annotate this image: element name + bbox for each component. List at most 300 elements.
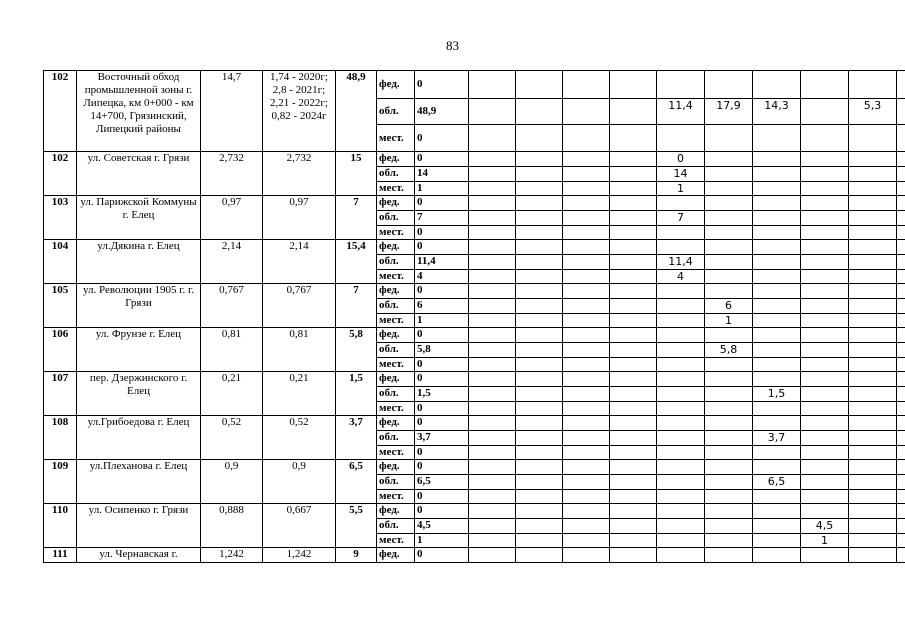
funding-source-label: фед. xyxy=(377,328,415,343)
year-amount-cell xyxy=(610,416,657,431)
table-row xyxy=(44,152,905,167)
year-amount-cell: 11,4 xyxy=(657,99,705,125)
year-amount-cell xyxy=(705,125,753,152)
year-amount-cell xyxy=(705,71,753,99)
total-funding: 9 xyxy=(336,548,377,563)
year-amount-cell xyxy=(801,343,849,358)
funding-source-label: обл. xyxy=(377,431,415,446)
year-amount-cell xyxy=(563,328,610,343)
funding-source-amount: 1,5 xyxy=(415,387,469,402)
year-amount-cell xyxy=(705,431,753,446)
year-amount-cell xyxy=(610,519,657,534)
funding-source-label: обл. xyxy=(377,387,415,402)
year-amount-cell xyxy=(849,402,897,416)
year-amount-cell xyxy=(753,446,801,460)
year-amount-cell xyxy=(897,99,905,125)
year-amount-cell xyxy=(705,152,753,167)
year-amount-cell xyxy=(753,343,801,358)
year-amount-cell xyxy=(563,519,610,534)
year-amount-cell xyxy=(753,182,801,196)
year-amount-cell xyxy=(657,196,705,211)
year-amount-cell xyxy=(897,534,905,548)
total-funding: 5,8 xyxy=(336,328,377,372)
phase-length: 0,52 xyxy=(263,416,336,460)
year-amount-cell xyxy=(563,387,610,402)
funding-source-amount: 3,7 xyxy=(415,431,469,446)
year-amount-cell xyxy=(516,343,563,358)
year-amount-cell xyxy=(563,534,610,548)
year-amount-cell xyxy=(563,182,610,196)
year-amount-cell xyxy=(469,152,516,167)
year-amount-cell xyxy=(801,358,849,372)
year-amount-cell xyxy=(897,211,905,226)
year-amount-cell xyxy=(657,519,705,534)
row-number: 107 xyxy=(44,372,77,416)
year-amount-cell xyxy=(849,167,897,182)
year-amount-cell xyxy=(897,167,905,182)
funding-source-amount: 48,9 xyxy=(415,99,469,125)
year-amount-cell xyxy=(610,372,657,387)
funding-source-amount: 1 xyxy=(415,182,469,196)
year-amount-cell xyxy=(610,534,657,548)
road-name: ул. Фрунзе г. Елец xyxy=(77,328,201,372)
year-amount-cell: 4,5 xyxy=(801,519,849,534)
year-amount-cell xyxy=(705,328,753,343)
year-amount-cell xyxy=(849,387,897,402)
year-amount-cell xyxy=(469,270,516,284)
year-amount-cell xyxy=(657,358,705,372)
year-amount-cell xyxy=(897,372,905,387)
year-amount-cell xyxy=(610,167,657,182)
year-amount-cell xyxy=(753,240,801,255)
table-row xyxy=(44,240,905,255)
year-amount-cell xyxy=(563,460,610,475)
year-amount-cell xyxy=(849,328,897,343)
year-amount-cell: 6 xyxy=(705,299,753,314)
road-length: 14,7 xyxy=(201,71,263,152)
year-amount-cell xyxy=(897,431,905,446)
funding-source-amount: 0 xyxy=(415,490,469,504)
year-amount-cell xyxy=(657,548,705,563)
year-amount-cell: 7 xyxy=(657,211,705,226)
year-amount-cell xyxy=(801,328,849,343)
year-amount-cell xyxy=(897,343,905,358)
funding-source-label: мест. xyxy=(377,270,415,284)
year-amount-cell xyxy=(849,240,897,255)
year-amount-cell xyxy=(801,270,849,284)
funding-source-label: обл. xyxy=(377,343,415,358)
year-amount-cell xyxy=(753,402,801,416)
year-amount-cell xyxy=(705,240,753,255)
year-amount-cell xyxy=(516,328,563,343)
year-amount-cell xyxy=(563,358,610,372)
year-amount-cell xyxy=(469,343,516,358)
year-amount-cell xyxy=(801,460,849,475)
year-amount-cell xyxy=(849,490,897,504)
funding-source-label: мест. xyxy=(377,358,415,372)
road-name: ул. Парижской Коммуны г. Елец xyxy=(77,196,201,240)
table-row xyxy=(44,548,905,563)
funding-source-amount: 7 xyxy=(415,211,469,226)
year-amount-cell xyxy=(516,299,563,314)
funding-source-amount: 14 xyxy=(415,167,469,182)
year-amount-cell xyxy=(516,255,563,270)
year-amount-cell xyxy=(849,548,897,563)
year-amount-cell xyxy=(516,314,563,328)
year-amount-cell xyxy=(469,99,516,125)
year-amount-cell xyxy=(801,152,849,167)
phase-length: 2,14 xyxy=(263,240,336,284)
year-amount-cell xyxy=(897,416,905,431)
total-funding: 7 xyxy=(336,284,377,328)
year-amount-cell xyxy=(657,226,705,240)
road-name: ул.Плеханова г. Елец xyxy=(77,460,201,504)
year-amount-cell xyxy=(516,504,563,519)
year-amount-cell xyxy=(469,504,516,519)
year-amount-cell xyxy=(897,460,905,475)
year-amount-cell xyxy=(801,416,849,431)
funding-source-label: фед. xyxy=(377,240,415,255)
year-amount-cell xyxy=(469,490,516,504)
road-name: пер. Дзержинского г. Елец xyxy=(77,372,201,416)
year-amount-cell xyxy=(469,460,516,475)
road-length: 0,767 xyxy=(201,284,263,328)
year-amount-cell xyxy=(657,490,705,504)
road-length: 0,9 xyxy=(201,460,263,504)
year-amount-cell xyxy=(897,182,905,196)
year-amount-cell: 0 xyxy=(657,152,705,167)
funding-source-label: мест. xyxy=(377,446,415,460)
year-amount-cell xyxy=(516,416,563,431)
year-amount-cell xyxy=(849,152,897,167)
year-amount-cell xyxy=(753,519,801,534)
year-amount-cell xyxy=(469,314,516,328)
funding-source-amount: 1 xyxy=(415,314,469,328)
funding-source-label: мест. xyxy=(377,490,415,504)
year-amount-cell xyxy=(516,125,563,152)
year-amount-cell xyxy=(516,387,563,402)
funding-source-label: мест. xyxy=(377,534,415,548)
year-amount-cell xyxy=(610,548,657,563)
year-amount-cell xyxy=(849,416,897,431)
year-amount-cell xyxy=(563,125,610,152)
year-amount-cell xyxy=(849,255,897,270)
year-amount-cell xyxy=(610,431,657,446)
year-amount-cell xyxy=(801,402,849,416)
year-amount-cell xyxy=(753,358,801,372)
funding-source-label: мест. xyxy=(377,182,415,196)
total-funding: 15 xyxy=(336,152,377,196)
year-amount-cell xyxy=(563,343,610,358)
year-amount-cell xyxy=(516,211,563,226)
year-amount-cell xyxy=(753,125,801,152)
year-amount-cell xyxy=(516,446,563,460)
funding-source-label: фед. xyxy=(377,284,415,299)
row-number: 106 xyxy=(44,328,77,372)
year-amount-cell xyxy=(516,519,563,534)
year-amount-cell xyxy=(516,358,563,372)
year-amount-cell xyxy=(469,416,516,431)
year-amount-cell xyxy=(469,402,516,416)
year-amount-cell xyxy=(563,504,610,519)
funding-source-amount: 0 xyxy=(415,240,469,255)
year-amount-cell xyxy=(657,71,705,99)
year-amount-cell xyxy=(469,196,516,211)
year-amount-cell xyxy=(801,314,849,328)
year-amount-cell xyxy=(849,372,897,387)
row-number: 104 xyxy=(44,240,77,284)
road-length: 2,732 xyxy=(201,152,263,196)
year-amount-cell xyxy=(849,504,897,519)
year-amount-cell xyxy=(516,196,563,211)
year-amount-cell xyxy=(563,431,610,446)
year-amount-cell xyxy=(705,255,753,270)
year-amount-cell xyxy=(469,431,516,446)
phase-length: 0,21 xyxy=(263,372,336,416)
funding-source-amount: 0 xyxy=(415,548,469,563)
year-amount-cell xyxy=(563,211,610,226)
year-amount-cell xyxy=(563,255,610,270)
year-amount-cell xyxy=(801,299,849,314)
year-amount-cell xyxy=(469,372,516,387)
total-funding: 48,9 xyxy=(336,71,377,152)
total-funding: 5,5 xyxy=(336,504,377,548)
year-amount-cell xyxy=(801,504,849,519)
year-amount-cell xyxy=(563,446,610,460)
year-amount-cell xyxy=(849,431,897,446)
year-amount-cell xyxy=(516,71,563,99)
year-amount-cell xyxy=(849,475,897,490)
year-amount-cell xyxy=(469,328,516,343)
table-row xyxy=(44,460,905,475)
year-amount-cell xyxy=(657,372,705,387)
year-amount-cell xyxy=(897,284,905,299)
phase-length: 0,81 xyxy=(263,328,336,372)
year-amount-cell xyxy=(897,255,905,270)
year-amount-cell xyxy=(516,548,563,563)
year-amount-cell xyxy=(801,255,849,270)
year-amount-cell xyxy=(469,125,516,152)
year-amount-cell xyxy=(705,402,753,416)
year-amount-cell: 6,5 xyxy=(753,475,801,490)
year-amount-cell xyxy=(849,270,897,284)
row-number: 102 xyxy=(44,152,77,196)
year-amount-cell xyxy=(753,504,801,519)
year-amount-cell xyxy=(469,446,516,460)
year-amount-cell xyxy=(657,299,705,314)
row-number: 105 xyxy=(44,284,77,328)
phase-length: 0,667 xyxy=(263,504,336,548)
funding-source-amount: 0 xyxy=(415,402,469,416)
year-amount-cell xyxy=(753,211,801,226)
year-amount-cell xyxy=(897,490,905,504)
year-amount-cell xyxy=(610,240,657,255)
funding-source-amount: 4,5 xyxy=(415,519,469,534)
year-amount-cell xyxy=(610,343,657,358)
year-amount-cell xyxy=(849,446,897,460)
year-amount-cell xyxy=(705,284,753,299)
funding-source-label: мест. xyxy=(377,402,415,416)
funding-source-amount: 0 xyxy=(415,504,469,519)
page-number: 83 xyxy=(446,38,459,53)
year-amount-cell xyxy=(849,358,897,372)
year-amount-cell xyxy=(516,152,563,167)
year-amount-cell xyxy=(610,99,657,125)
year-amount-cell xyxy=(753,534,801,548)
year-amount-cell: 1,5 xyxy=(753,387,801,402)
year-amount-cell: 3,7 xyxy=(753,431,801,446)
year-amount-cell xyxy=(897,299,905,314)
year-amount-cell xyxy=(563,314,610,328)
year-amount-cell xyxy=(897,314,905,328)
year-amount-cell xyxy=(801,182,849,196)
year-amount-cell xyxy=(801,125,849,152)
year-amount-cell: 1 xyxy=(657,182,705,196)
year-amount-cell xyxy=(610,460,657,475)
year-amount-cell xyxy=(897,358,905,372)
funding-source-amount: 4 xyxy=(415,270,469,284)
year-amount-cell xyxy=(563,490,610,504)
year-amount-cell xyxy=(516,534,563,548)
year-amount-cell xyxy=(753,372,801,387)
row-number: 103 xyxy=(44,196,77,240)
year-amount-cell xyxy=(753,299,801,314)
road-length: 0,81 xyxy=(201,328,263,372)
funding-source-label: мест. xyxy=(377,314,415,328)
total-funding: 1,5 xyxy=(336,372,377,416)
year-amount-cell: 4 xyxy=(657,270,705,284)
table-row xyxy=(44,328,905,343)
funding-source-amount: 0 xyxy=(415,284,469,299)
row-number: 108 xyxy=(44,416,77,460)
funding-source-amount: 6,5 xyxy=(415,475,469,490)
road-name: ул. Осипенко г. Грязи xyxy=(77,504,201,548)
funding-source-label: мест. xyxy=(377,125,415,152)
year-amount-cell xyxy=(657,402,705,416)
funding-source-label: фед. xyxy=(377,416,415,431)
year-amount-cell xyxy=(897,475,905,490)
funding-source-label: обл. xyxy=(377,519,415,534)
funding-source-amount: 1 xyxy=(415,534,469,548)
year-amount-cell xyxy=(610,226,657,240)
row-number: 111 xyxy=(44,548,77,563)
year-amount-cell xyxy=(897,328,905,343)
phase-length: 1,74 - 2020г; 2,8 - 2021г; 2,21 - 2022г; 0,82 - 2024г xyxy=(263,71,336,152)
year-amount-cell xyxy=(753,416,801,431)
year-amount-cell xyxy=(563,372,610,387)
year-amount-cell xyxy=(563,548,610,563)
road-name: ул.Дякина г. Елец xyxy=(77,240,201,284)
year-amount-cell xyxy=(753,548,801,563)
year-amount-cell xyxy=(469,475,516,490)
year-amount-cell xyxy=(657,475,705,490)
year-amount-cell xyxy=(657,534,705,548)
year-amount-cell xyxy=(801,446,849,460)
year-amount-cell xyxy=(563,152,610,167)
year-amount-cell xyxy=(516,490,563,504)
funding-source-amount: 0 xyxy=(415,328,469,343)
year-amount-cell xyxy=(705,372,753,387)
year-amount-cell xyxy=(705,548,753,563)
year-amount-cell xyxy=(516,402,563,416)
year-amount-cell: 17,9 xyxy=(705,99,753,125)
year-amount-cell xyxy=(849,299,897,314)
funding-source-amount: 0 xyxy=(415,71,469,99)
year-amount-cell xyxy=(610,182,657,196)
table-row xyxy=(44,372,905,387)
year-amount-cell xyxy=(753,226,801,240)
year-amount-cell xyxy=(469,240,516,255)
funding-source-label: фед. xyxy=(377,71,415,99)
funding-source-label: фед. xyxy=(377,504,415,519)
phase-length: 1,242 xyxy=(263,548,336,563)
year-amount-cell xyxy=(705,226,753,240)
year-amount-cell xyxy=(469,519,516,534)
year-amount-cell xyxy=(801,490,849,504)
year-amount-cell: 1 xyxy=(705,314,753,328)
year-amount-cell xyxy=(610,71,657,99)
year-amount-cell xyxy=(610,270,657,284)
year-amount-cell xyxy=(563,299,610,314)
year-amount-cell xyxy=(705,167,753,182)
year-amount-cell xyxy=(705,270,753,284)
year-amount-cell xyxy=(897,125,905,152)
year-amount-cell xyxy=(897,226,905,240)
year-amount-cell xyxy=(563,416,610,431)
year-amount-cell xyxy=(801,167,849,182)
table-row xyxy=(44,71,905,99)
year-amount-cell xyxy=(801,431,849,446)
year-amount-cell xyxy=(610,125,657,152)
road-length: 0,97 xyxy=(201,196,263,240)
funding-source-label: обл. xyxy=(377,255,415,270)
funding-source-amount: 0 xyxy=(415,416,469,431)
phase-length: 0,767 xyxy=(263,284,336,328)
year-amount-cell xyxy=(849,534,897,548)
year-amount-cell xyxy=(897,402,905,416)
year-amount-cell xyxy=(469,387,516,402)
year-amount-cell xyxy=(849,196,897,211)
year-amount-cell xyxy=(753,314,801,328)
road-name: ул. Советская г. Грязи xyxy=(77,152,201,196)
year-amount-cell xyxy=(469,548,516,563)
year-amount-cell xyxy=(705,446,753,460)
year-amount-cell xyxy=(516,460,563,475)
year-amount-cell xyxy=(657,431,705,446)
year-amount-cell xyxy=(469,167,516,182)
year-amount-cell xyxy=(753,490,801,504)
year-amount-cell xyxy=(657,328,705,343)
total-funding: 15,4 xyxy=(336,240,377,284)
year-amount-cell xyxy=(705,534,753,548)
year-amount-cell xyxy=(516,240,563,255)
year-amount-cell xyxy=(753,328,801,343)
total-funding: 7 xyxy=(336,196,377,240)
year-amount-cell xyxy=(801,196,849,211)
year-amount-cell xyxy=(469,358,516,372)
year-amount-cell xyxy=(469,255,516,270)
year-amount-cell xyxy=(753,255,801,270)
table-row xyxy=(44,196,905,211)
funding-source-amount: 0 xyxy=(415,152,469,167)
funding-source-amount: 0 xyxy=(415,125,469,152)
year-amount-cell xyxy=(801,387,849,402)
year-amount-cell xyxy=(469,226,516,240)
year-amount-cell xyxy=(753,460,801,475)
funding-source-amount: 0 xyxy=(415,358,469,372)
year-amount-cell: 14 xyxy=(657,167,705,182)
funding-source-amount: 0 xyxy=(415,460,469,475)
